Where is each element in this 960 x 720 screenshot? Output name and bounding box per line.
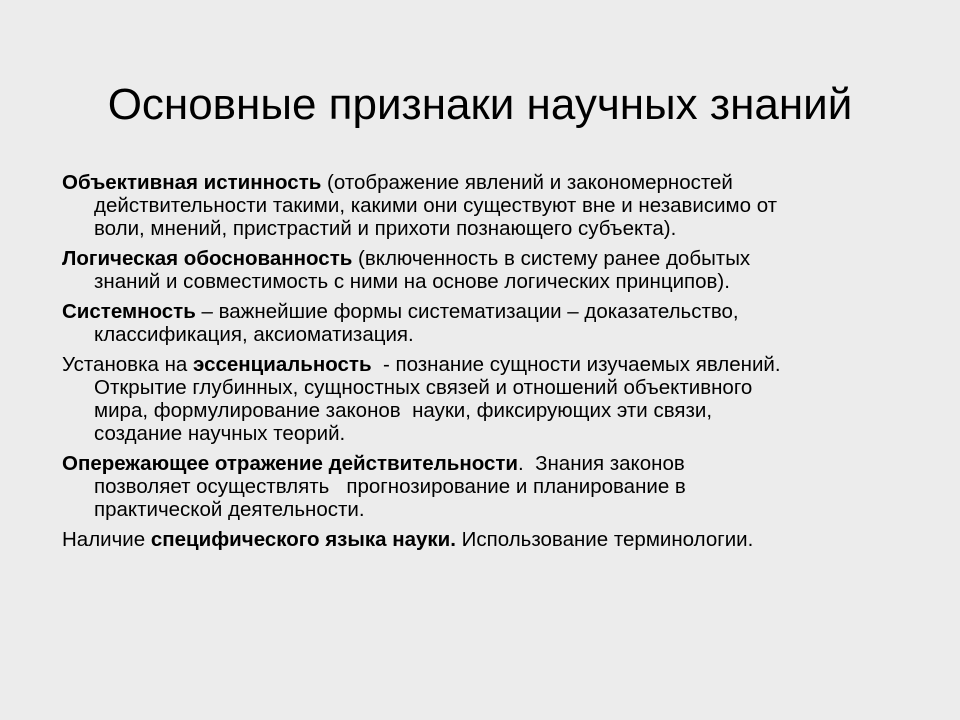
text-segment: знаний и совместимость с ними на основе логических принципов). — [94, 270, 730, 293]
text-segment: действительности такими, какими они существуют вне и независимо от — [94, 194, 778, 217]
text-segment: создание научных теорий. — [94, 422, 346, 445]
bold-term: специфического языка науки. — [150, 528, 456, 551]
text-segment: Наличие — [62, 528, 151, 551]
text-segment: классификация, аксиоматизация. — [94, 323, 414, 346]
text-line — [94, 422, 922, 445]
text-line — [94, 270, 922, 293]
list-item — [62, 353, 922, 445]
bold-term: Логическая обоснованность — [62, 247, 353, 270]
text-segment: - познание сущности изучаемых явлений. — [371, 353, 781, 376]
text-segment: Открытие глубинных, сущностных связей и отношений объективного — [94, 376, 753, 399]
text-line — [62, 300, 922, 323]
slide-title: Основные признаки научных знаний — [107, 80, 853, 129]
text-segment: Использование терминологии. — [455, 528, 754, 551]
text-segment: Установка на — [62, 353, 194, 376]
text-segment: (отображение явлений и закономерностей — [321, 171, 733, 194]
bullet-list — [62, 171, 922, 558]
bold-term: Объективная истинность — [62, 171, 322, 194]
list-item — [62, 452, 922, 521]
text-segment: . Знания законов — [518, 452, 685, 475]
text-line — [62, 171, 922, 194]
text-line — [62, 528, 922, 551]
bold-term: эссенциальность — [193, 353, 372, 376]
list-item — [62, 171, 922, 240]
text-segment: практической деятельности. — [94, 498, 365, 521]
list-item — [62, 300, 922, 346]
text-line — [94, 217, 922, 240]
text-segment: – важнейшие формы систематизации – доказательство, — [195, 300, 739, 323]
text-line — [94, 475, 922, 498]
text-line — [94, 399, 922, 422]
text-line — [62, 247, 922, 270]
list-item — [62, 528, 922, 551]
text-line — [62, 353, 922, 376]
text-line — [94, 376, 922, 399]
text-line — [94, 323, 922, 346]
bold-term: Опережающее отражение действительности — [62, 452, 518, 475]
text-line — [94, 194, 922, 217]
text-line — [94, 498, 922, 521]
bold-term: Системность — [62, 300, 196, 323]
text-line — [62, 452, 922, 475]
text-segment: воли, мнений, пристрастий и прихоти познающего субъекта). — [94, 217, 677, 240]
list-item — [62, 247, 922, 293]
text-segment: мира, формулирование законов науки, фиксирующих эти связи, — [94, 399, 713, 422]
text-segment: позволяет осуществлять прогнозирование и планирование в — [94, 475, 686, 498]
text-segment: (включенность в систему ранее добытых — [352, 247, 751, 270]
